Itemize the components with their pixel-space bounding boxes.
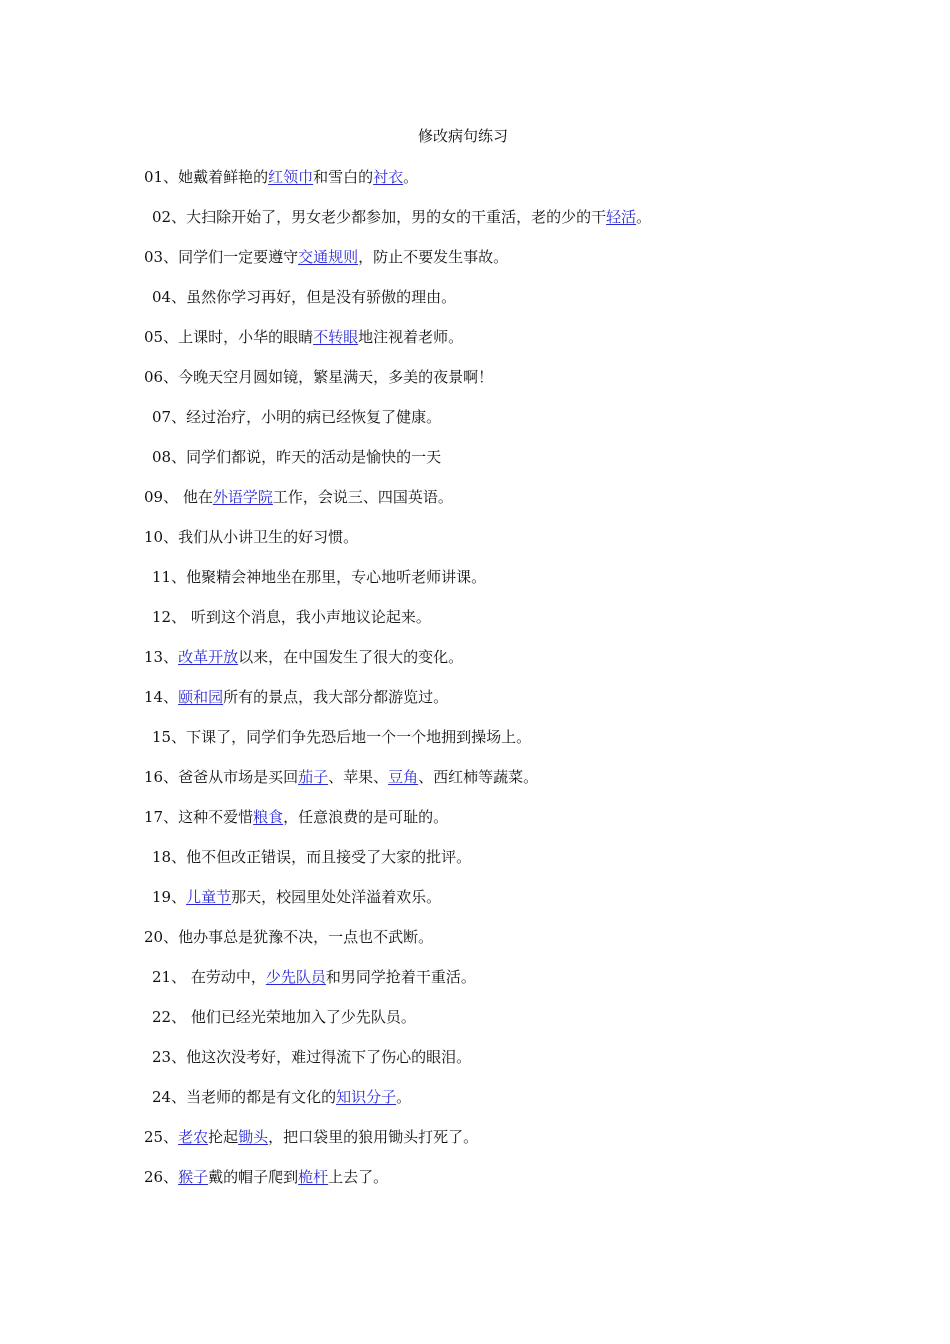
term-link[interactable]: 外语学院	[212, 488, 273, 506]
term-link[interactable]: 猴子	[178, 1168, 209, 1186]
sentence-text: 12、 听到这个消息，我小声地议论起来。	[152, 608, 431, 626]
sentence-text: 08、同学们都说，昨天的活动是愉快的一天	[152, 448, 442, 466]
sentence-text: 04、虽然你学习再好，但是没有骄傲的理由。	[152, 288, 457, 306]
sentence-text: ，把口袋里的狼用锄头打死了。	[268, 1128, 479, 1146]
term-link[interactable]: 衬衣	[373, 168, 404, 186]
sentence-line	[144, 607, 864, 647]
sentence-line	[144, 327, 864, 367]
sentence-line	[144, 287, 864, 327]
sentence-text: 17、这种不爱惜	[144, 808, 254, 826]
sentence-line	[144, 447, 864, 487]
term-link[interactable]: 茄子	[298, 768, 329, 786]
sentence-line	[144, 807, 864, 847]
page-title: 修改病句练习	[417, 127, 508, 145]
sentence-text: 和雪白的	[313, 168, 374, 186]
sentence-text: 24、当老师的都是有文化的	[152, 1088, 337, 1106]
sentence-text: 14、	[144, 688, 179, 706]
sentence-text: 抡起	[208, 1128, 239, 1146]
sentence-line	[144, 1047, 864, 1087]
sentence-line	[144, 207, 864, 247]
sentence-text: 。	[403, 168, 419, 186]
sentence-line	[144, 647, 864, 687]
sentence-text: 和男同学抢着干重活。	[325, 968, 476, 986]
sentence-text: 15、下课了，同学们争先恐后地一个一个地拥到操场上。	[152, 728, 532, 746]
sentence-text: 所有的景点，我大部分都游览过。	[223, 688, 449, 706]
term-link[interactable]: 锄头	[238, 1128, 269, 1146]
sentence-text: 21、 在劳动中，	[152, 968, 266, 986]
sentence-text: 。	[636, 208, 652, 226]
term-link[interactable]: 红领巾	[268, 168, 314, 186]
sentence-line	[144, 967, 864, 1007]
sentence-text: 03、同学们一定要遵守	[144, 248, 299, 266]
sentence-text: 05、上课时，小华的眼睛	[144, 328, 314, 346]
sentence-text: 02、大扫除开始了，男女老少都参加，男的女的干重活，老的少的干	[152, 208, 607, 226]
sentence-line	[144, 527, 864, 567]
sentence-text: 那天，校园里处处洋溢着欢乐。	[231, 888, 442, 906]
term-link[interactable]: 改革开放	[178, 648, 239, 666]
sentence-text: 06、今晚天空月圆如镜，繁星满天，多美的夜景啊！	[144, 368, 494, 386]
sentence-text: 13、	[144, 648, 179, 666]
sentence-text: 20、他办事总是犹豫不决，一点也不武断。	[144, 928, 434, 946]
sentence-text: 19、	[152, 888, 187, 906]
sentence-text: ，防止不要发生事故。	[358, 248, 509, 266]
sentence-line	[144, 887, 864, 927]
sentence-text: 09、 他在	[144, 488, 213, 506]
sentence-text: 07、经过治疗，小明的病已经恢复了健康。	[152, 408, 442, 426]
sentence-line	[144, 1087, 864, 1127]
term-link[interactable]: 粮食	[253, 808, 284, 826]
sentence-text: 26、	[144, 1168, 179, 1186]
sentence-text: 上去了。	[328, 1168, 389, 1186]
sentence-line	[144, 247, 864, 287]
sentence-line	[144, 487, 864, 527]
sentence-text: 25、	[144, 1128, 179, 1146]
sentence-text: 16、爸爸从市场是买回	[144, 768, 299, 786]
sentence-line	[144, 407, 864, 447]
sentence-line	[144, 167, 864, 207]
sentence-list	[144, 167, 864, 1207]
sentence-text: 戴的帽子爬到	[208, 1168, 299, 1186]
term-link[interactable]: 轻活	[606, 208, 637, 226]
term-link[interactable]: 豆角	[388, 768, 419, 786]
term-link[interactable]: 老农	[178, 1128, 209, 1146]
sentence-line	[144, 367, 864, 407]
sentence-line	[144, 1127, 864, 1167]
term-link[interactable]: 不转眼	[313, 328, 359, 346]
sentence-line	[144, 767, 864, 807]
sentence-line	[144, 1007, 864, 1047]
sentence-text: ，任意浪费的是可耻的。	[283, 808, 449, 826]
sentence-text: 、西红柿等蔬菜。	[418, 768, 539, 786]
term-link[interactable]: 颐和园	[178, 688, 224, 706]
sentence-text: 18、他不但改正错误，而且接受了大家的批评。	[152, 848, 472, 866]
term-link[interactable]: 桅杆	[298, 1168, 329, 1186]
sentence-line	[144, 847, 864, 887]
sentence-line	[144, 727, 864, 767]
term-link[interactable]: 知识分子	[336, 1088, 397, 1106]
sentence-line	[144, 687, 864, 727]
term-link[interactable]: 儿童节	[186, 888, 232, 906]
sentence-text: 、苹果、	[328, 768, 389, 786]
sentence-text: 地注视着老师。	[358, 328, 464, 346]
sentence-text: 。	[396, 1088, 412, 1106]
sentence-text: 以来，在中国发生了很大的变化。	[238, 648, 464, 666]
sentence-text: 工作，会说三、四国英语。	[272, 488, 453, 506]
sentence-text: 10、我们从小讲卫生的好习惯。	[144, 528, 359, 546]
sentence-line	[144, 927, 864, 967]
sentence-line	[144, 1167, 864, 1207]
sentence-text: 11、他聚精会神地坐在那里，专心地听老师讲课。	[152, 568, 487, 586]
term-link[interactable]: 交通规则	[298, 248, 359, 266]
term-link[interactable]: 少先队员	[265, 968, 326, 986]
sentence-text: 22、 他们已经光荣地加入了少先队员。	[152, 1008, 416, 1026]
sentence-text: 23、他这次没考好，难过得流下了伤心的眼泪。	[152, 1048, 472, 1066]
sentence-text: 01、她戴着鲜艳的	[144, 168, 269, 186]
sentence-line	[144, 567, 864, 607]
